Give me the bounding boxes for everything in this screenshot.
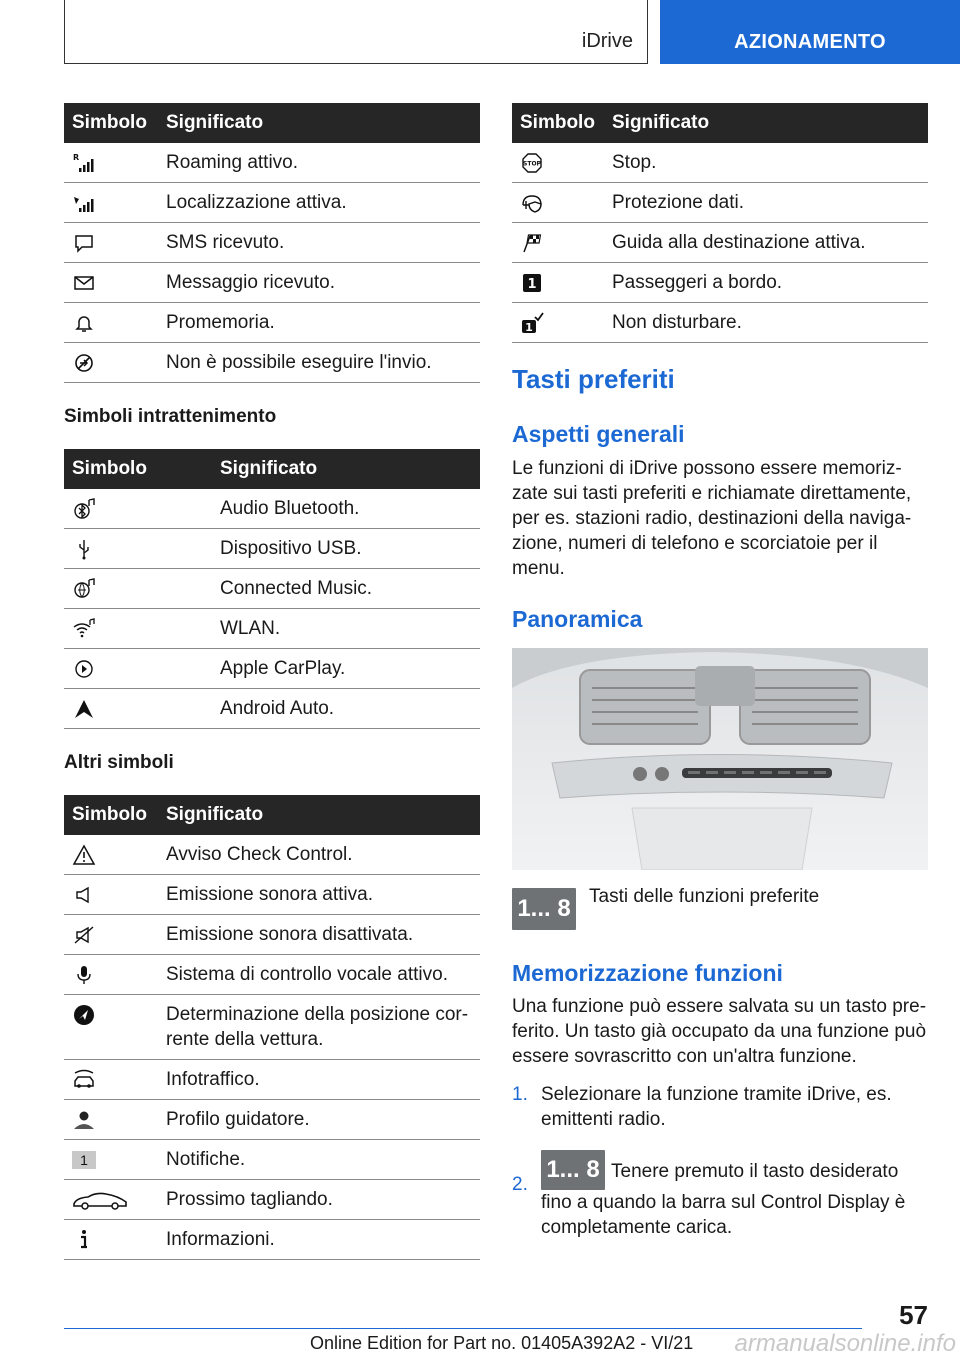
photo-caption: Tasti delle funzioni preferite	[589, 886, 820, 907]
table-row	[64, 223, 480, 263]
overview-text: Le funzioni di iDrive possono essere memoriz- zate sui tasti preferiti e richiamate direttamente, per es. stazioni radio, destinazioni della naviga- zione, numeri di telefono e scorciatoie per il menu.	[512, 458, 912, 579]
column-header-symbol: Simbolo	[64, 449, 212, 489]
location-signal-icon	[72, 192, 96, 214]
table-row	[64, 263, 480, 303]
table-header-row	[512, 103, 928, 143]
driver-profile-icon	[72, 1109, 96, 1131]
favorite-buttons-photo	[512, 648, 928, 870]
header-chapter-title: AZIONAMENTO	[734, 31, 886, 53]
footer-divider	[64, 1328, 862, 1329]
other-symbols-table	[64, 795, 480, 1260]
table-cell-meaning: Notifiche.	[158, 1140, 480, 1180]
table-cell-meaning: Android Auto.	[212, 689, 480, 729]
status-symbols-table	[64, 103, 480, 383]
microphone-icon	[72, 964, 96, 986]
step-item	[512, 1150, 928, 1240]
stop-icon	[520, 152, 544, 174]
table-cell-meaning: Avviso Check Control.	[158, 835, 480, 875]
page-number: 57	[899, 1300, 928, 1330]
table-row	[64, 1060, 480, 1100]
table-row	[512, 143, 928, 183]
notification-badge-icon	[72, 1151, 96, 1169]
table-cell-meaning: Emissione sonora attiva.	[158, 875, 480, 915]
table-row	[64, 489, 480, 529]
notification-badge-number: 1	[80, 1151, 88, 1168]
send-blocked-icon	[72, 352, 96, 374]
panorama-heading: Panoramica	[512, 606, 643, 632]
step-number: 1.	[512, 1084, 528, 1105]
table-row	[64, 649, 480, 689]
table-cell-meaning: WLAN.	[212, 609, 480, 649]
column-header-meaning: Significato	[158, 103, 480, 143]
column-header-meaning: Significato	[604, 103, 928, 143]
memorize-heading: Memorizzazione funzioni	[512, 960, 783, 986]
car-traffic-icon	[72, 1069, 96, 1091]
table-row	[64, 1180, 480, 1220]
table-row	[64, 915, 480, 955]
memorize-text: Una funzione può essere salvata su un tasto pre- ferito. Un tasto già occupato da una funzione può essere sovrascritto con un'altra funzione.	[512, 996, 927, 1067]
info-icon	[72, 1229, 96, 1251]
favorite-button-badge: 1... 8	[541, 1150, 605, 1190]
table-cell-meaning: Sistema di controllo vocale attivo.	[158, 955, 480, 995]
table-cell-meaning: SMS ricevuto.	[158, 223, 480, 263]
bell-icon	[72, 312, 96, 334]
table-row	[64, 995, 480, 1060]
warning-triangle-icon	[72, 844, 96, 866]
table-cell-meaning: Passeggeri a bordo.	[604, 263, 928, 303]
table-row	[64, 183, 480, 223]
service-symbols-table	[512, 103, 928, 343]
carplay-icon	[72, 658, 96, 680]
table-cell-meaning: Protezione dati.	[604, 183, 928, 223]
table-cell-meaning: Messaggio ricevuto.	[158, 263, 480, 303]
table-header-row	[64, 103, 480, 143]
car-service-icon	[72, 1189, 128, 1211]
table-cell-meaning: Audio Bluetooth.	[212, 489, 480, 529]
table-row	[64, 143, 480, 183]
table-cell-meaning: Guida alla destinazione attiva.	[604, 223, 928, 263]
data-protection-icon	[520, 192, 544, 214]
table-row	[64, 529, 480, 569]
table-cell-meaning: Non disturbare.	[604, 303, 928, 343]
bluetooth-audio-icon	[72, 498, 96, 520]
table-row	[512, 183, 928, 223]
svg-text:R: R	[73, 152, 80, 162]
svg-text:STOP: STOP	[523, 160, 541, 168]
column-header-symbol: Simbolo	[64, 103, 158, 143]
edition-text: Online Edition for Part no. 01405A392A2 - VI/21	[310, 1333, 694, 1353]
table-row	[64, 689, 480, 729]
column-header-meaning: Significato	[158, 795, 480, 835]
table-row	[64, 875, 480, 915]
table-row	[64, 835, 480, 875]
navigation-arrow-icon	[72, 1004, 96, 1026]
sms-bubble-icon	[72, 232, 96, 254]
table-row	[512, 223, 928, 263]
table-row	[64, 343, 480, 383]
table-row	[64, 1140, 480, 1180]
table-cell-meaning: Profilo guidatore.	[158, 1100, 480, 1140]
header-chapter-tab	[660, 0, 960, 64]
table-cell-meaning: Emissione sonora disattivata.	[158, 915, 480, 955]
table-header-row	[64, 449, 480, 489]
table-cell-meaning: Promemoria.	[158, 303, 480, 343]
header-section-title: iDrive	[581, 30, 633, 52]
svg-text:1: 1	[527, 276, 537, 292]
step-item	[512, 1082, 928, 1132]
android-auto-icon	[72, 698, 96, 720]
table-cell-meaning: Non è possibile eseguire l'invio.	[158, 343, 480, 383]
table-row	[64, 303, 480, 343]
table-row	[64, 1100, 480, 1140]
speaker-icon	[72, 884, 96, 906]
step-text: Tenere premuto il tasto desiderato fino a quando la barra sul Control Display è completamente carica.	[541, 1161, 906, 1238]
roaming-signal-icon	[72, 152, 96, 174]
passengers-icon	[520, 272, 544, 294]
table-header-row	[64, 795, 480, 835]
table-cell-meaning: Connected Music.	[212, 569, 480, 609]
photo-callout-badge: 1... 8	[512, 888, 576, 930]
step-number: 2.	[512, 1174, 528, 1195]
table-cell-meaning: Informazioni.	[158, 1220, 480, 1260]
table-cell-meaning: Determinazione della posizione cor- rente della vettura.	[158, 995, 480, 1060]
column-header-symbol: Simbolo	[512, 103, 604, 143]
wlan-icon	[72, 618, 96, 640]
table-row	[64, 569, 480, 609]
table-cell-meaning: Localizzazione attiva.	[158, 183, 480, 223]
table-row	[64, 955, 480, 995]
destination-flag-icon	[520, 232, 544, 254]
envelope-icon	[72, 272, 96, 294]
table-cell-meaning: Apple CarPlay.	[212, 649, 480, 689]
usb-icon	[72, 538, 96, 560]
table-row	[64, 1220, 480, 1260]
table-cell-meaning: Dispositivo USB.	[212, 529, 480, 569]
column-header-meaning: Significato	[212, 449, 480, 489]
header-section-box	[64, 0, 648, 64]
connected-music-icon	[72, 578, 96, 600]
table-row	[512, 263, 928, 303]
column-header-symbol: Simbolo	[64, 795, 158, 835]
entertainment-heading: Simboli intrattenimento	[64, 406, 277, 427]
entertainment-symbols-table	[64, 449, 480, 729]
table-cell-meaning: Stop.	[604, 143, 928, 183]
watermark-text: armanualsonline.info	[734, 1330, 956, 1357]
do-not-disturb-icon	[520, 312, 544, 334]
steps-list	[512, 1082, 928, 1250]
other-symbols-heading: Altri simboli	[64, 752, 174, 773]
table-cell-meaning: Infotraffico.	[158, 1060, 480, 1100]
step-text: Selezionare la funzione tramite iDrive, es. emittenti radio.	[541, 1084, 892, 1130]
table-row	[64, 609, 480, 649]
svg-text:1: 1	[525, 320, 533, 334]
overview-heading: Aspetti generali	[512, 421, 685, 447]
table-cell-meaning: Roaming attivo.	[158, 143, 480, 183]
table-row	[512, 303, 928, 343]
table-cell-meaning: Prossimo tagliando.	[158, 1180, 480, 1220]
speaker-muted-icon	[72, 924, 96, 946]
favorites-title: Tasti preferiti	[512, 364, 675, 394]
